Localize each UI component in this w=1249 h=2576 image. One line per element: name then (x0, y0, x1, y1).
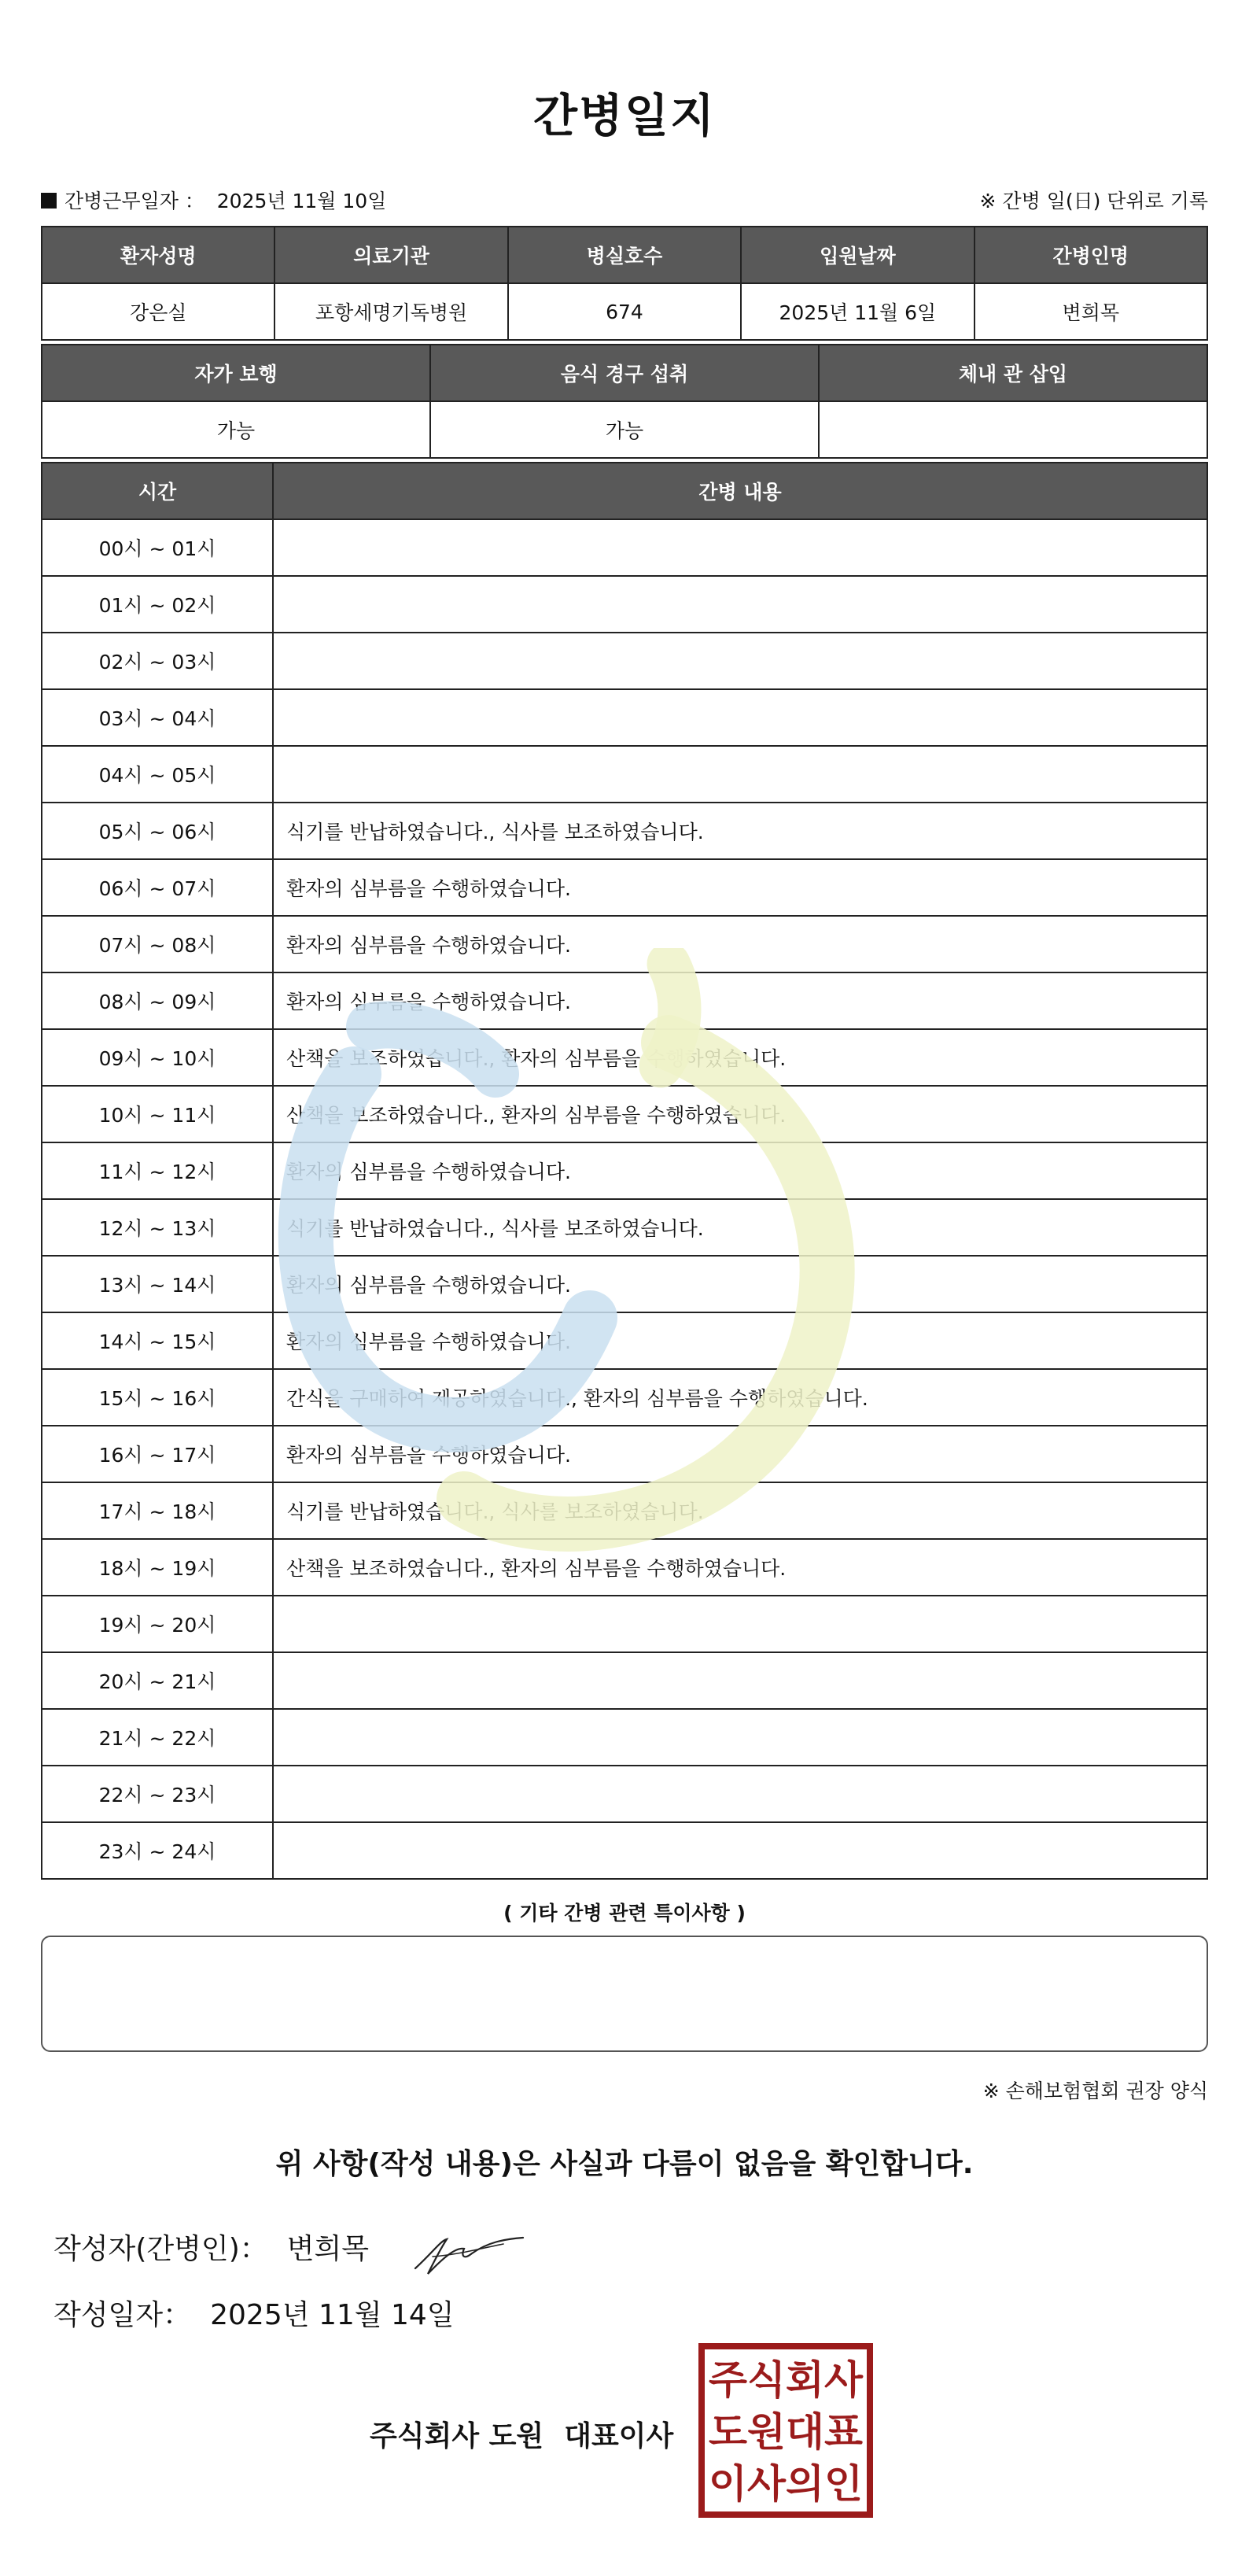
log-time: 03시 ~ 04시 (42, 689, 273, 746)
log-content: 산책을 보조하였습니다., 환자의 심부름을 수행하였습니다. (273, 1539, 1207, 1596)
log-header-row (42, 463, 1207, 519)
caregiver-name: 변희목 (975, 283, 1207, 340)
log-content: 식기를 반납하였습니다., 식사를 보조하였습니다. (273, 803, 1207, 859)
log-row (42, 859, 1207, 916)
meta-row (41, 186, 1208, 214)
log-row (42, 1596, 1207, 1652)
log-time: 00시 ~ 01시 (42, 519, 273, 576)
record-note: ※ 간병 일(日) 단위로 기록 (979, 190, 1208, 212)
work-date-label: 간병근무일자 ： (64, 190, 204, 212)
log-content (273, 1596, 1207, 1652)
log-row (42, 633, 1207, 689)
header-room: 병실호수 (508, 227, 741, 283)
log-row (42, 1086, 1207, 1142)
log-time: 13시 ~ 14시 (42, 1256, 273, 1312)
log-time: 12시 ~ 13시 (42, 1199, 273, 1256)
log-time: 19시 ~ 20시 (42, 1596, 273, 1652)
log-row (42, 1652, 1207, 1709)
care-header-row (42, 345, 1207, 401)
care-value-row (42, 401, 1207, 458)
log-time: 15시 ~ 16시 (42, 1369, 273, 1426)
care-status-table (41, 344, 1208, 459)
log-row (42, 1369, 1207, 1426)
header-admission-date: 입원날짜 (741, 227, 974, 283)
walking-value: 가능 (42, 401, 430, 458)
header-oral-intake: 음식 경구 섭취 (430, 345, 819, 401)
log-content (273, 746, 1207, 803)
log-row (42, 1029, 1207, 1086)
header-care-content: 간병 내용 (273, 463, 1207, 519)
log-content: 산책을 보조하였습니다., 환자의 심부름을 수행하였습니다. (273, 1086, 1207, 1142)
log-time: 17시 ~ 18시 (42, 1482, 273, 1539)
work-date-line (41, 186, 386, 214)
header-tube-insertion: 체내 관 삽입 (819, 345, 1207, 401)
work-date-value: 2025년 11월 10일 (216, 190, 387, 212)
other-notes-box (41, 1936, 1208, 2052)
header-walking: 자가 보행 (42, 345, 430, 401)
log-content: 식기를 반납하였습니다., 식사를 보조하였습니다. (273, 1199, 1207, 1256)
info-header-row (42, 227, 1207, 283)
log-content (273, 576, 1207, 633)
log-row (42, 1199, 1207, 1256)
log-row (42, 576, 1207, 633)
log-row (42, 1539, 1207, 1596)
log-time: 18시 ~ 19시 (42, 1539, 273, 1596)
log-content: 환자의 심부름을 수행하였습니다. (273, 859, 1207, 916)
other-notes-label: ( 기타 간병 관련 특이사항 ) (503, 1902, 746, 1925)
header-patient-name: 환자성명 (42, 227, 274, 283)
header-hospital: 의료기관 (274, 227, 507, 283)
log-row (42, 1426, 1207, 1482)
log-time: 08시 ~ 09시 (42, 972, 273, 1029)
signature-icon (409, 2225, 527, 2280)
log-content (273, 1766, 1207, 1822)
log-content (273, 633, 1207, 689)
log-content (273, 1652, 1207, 1709)
log-time: 10시 ~ 11시 (42, 1086, 273, 1142)
log-row (42, 689, 1207, 746)
writer-line (53, 2227, 369, 2267)
log-row (42, 1709, 1207, 1766)
log-time: 20시 ~ 21시 (42, 1652, 273, 1709)
oral-intake-value: 가능 (430, 401, 819, 458)
log-time: 09시 ~ 10시 (42, 1029, 273, 1086)
log-row (42, 916, 1207, 972)
log-time: 04시 ~ 05시 (42, 746, 273, 803)
writer-label: 작성자(간병인)： (53, 2233, 268, 2265)
log-time: 11시 ~ 12시 (42, 1142, 273, 1199)
header-caregiver: 간병인명 (975, 227, 1207, 283)
written-date-line (53, 2293, 455, 2333)
log-row (42, 519, 1207, 576)
log-row (42, 1312, 1207, 1369)
log-content (273, 1709, 1207, 1766)
log-content: 환자의 심부름을 수행하였습니다. (273, 972, 1207, 1029)
log-content (273, 689, 1207, 746)
log-content: 환자의 심부름을 수행하였습니다. (273, 1256, 1207, 1312)
log-row (42, 1766, 1207, 1822)
written-date-value: 2025년 11월 14일 (210, 2299, 455, 2331)
seal-text-line: 이사의인 (709, 2461, 863, 2507)
log-time: 23시 ~ 24시 (42, 1822, 273, 1879)
log-content: 환자의 심부름을 수행하였습니다. (273, 916, 1207, 972)
square-bullet-icon (41, 193, 57, 209)
company-name: 주식회사 도원 (370, 2420, 544, 2452)
recommend-note: ※ 손해보험협회 권장 양식 (982, 2080, 1208, 2102)
company-seal-stamp (697, 2342, 875, 2519)
log-row (42, 803, 1207, 859)
log-time: 06시 ~ 07시 (42, 859, 273, 916)
seal-text-line: 도원대표 (709, 2409, 864, 2455)
log-content (273, 1822, 1207, 1879)
log-time: 22시 ~ 23시 (42, 1766, 273, 1822)
log-content: 간식을 구매하여 제공하였습니다., 환자의 심부름을 수행하였습니다. (273, 1369, 1207, 1426)
log-row (42, 1482, 1207, 1539)
hourly-log-table (41, 462, 1208, 1880)
document-title: 간병일지 (532, 89, 717, 142)
log-content: 환자의 심부름을 수행하였습니다. (273, 1142, 1207, 1199)
seal-text-line: 주식회사 (709, 2357, 864, 2403)
log-time: 07시 ~ 08시 (42, 916, 273, 972)
log-row (42, 1822, 1207, 1879)
patient-info-table (41, 226, 1208, 341)
log-content: 식기를 반납하였습니다., 식사를 보조하였습니다. (273, 1482, 1207, 1539)
written-date-label: 작성일자： (53, 2299, 192, 2331)
patient-name: 강은실 (42, 283, 274, 340)
log-time: 05시 ~ 06시 (42, 803, 273, 859)
log-body (42, 519, 1207, 1879)
log-content: 산책을 보조하였습니다., 환자의 심부름을 수행하였습니다. (273, 1029, 1207, 1086)
log-time: 16시 ~ 17시 (42, 1426, 273, 1482)
writer-name: 변희목 (286, 2233, 370, 2265)
admission-date: 2025년 11월 6일 (741, 283, 974, 340)
ceo-title: 대표이사 (564, 2420, 674, 2452)
log-time: 01시 ~ 02시 (42, 576, 273, 633)
log-row (42, 746, 1207, 803)
log-content (273, 519, 1207, 576)
tube-insertion-value (819, 401, 1207, 458)
log-time: 02시 ~ 03시 (42, 633, 273, 689)
info-value-row (42, 283, 1207, 340)
log-row (42, 972, 1207, 1029)
log-time: 21시 ~ 22시 (42, 1709, 273, 1766)
room-number: 674 (508, 283, 741, 340)
log-time: 14시 ~ 15시 (42, 1312, 273, 1369)
company-signature (370, 2414, 673, 2454)
hospital-name: 포항세명기독병원 (274, 283, 507, 340)
header-time: 시간 (42, 463, 273, 519)
confirmation-statement: 위 사항(작성 내용)은 사실과 다름이 없음을 확인합니다. (275, 2148, 974, 2180)
log-row (42, 1256, 1207, 1312)
log-content: 환자의 심부름을 수행하였습니다. (273, 1426, 1207, 1482)
log-row (42, 1142, 1207, 1199)
log-content: 환자의 심부름을 수행하였습니다. (273, 1312, 1207, 1369)
